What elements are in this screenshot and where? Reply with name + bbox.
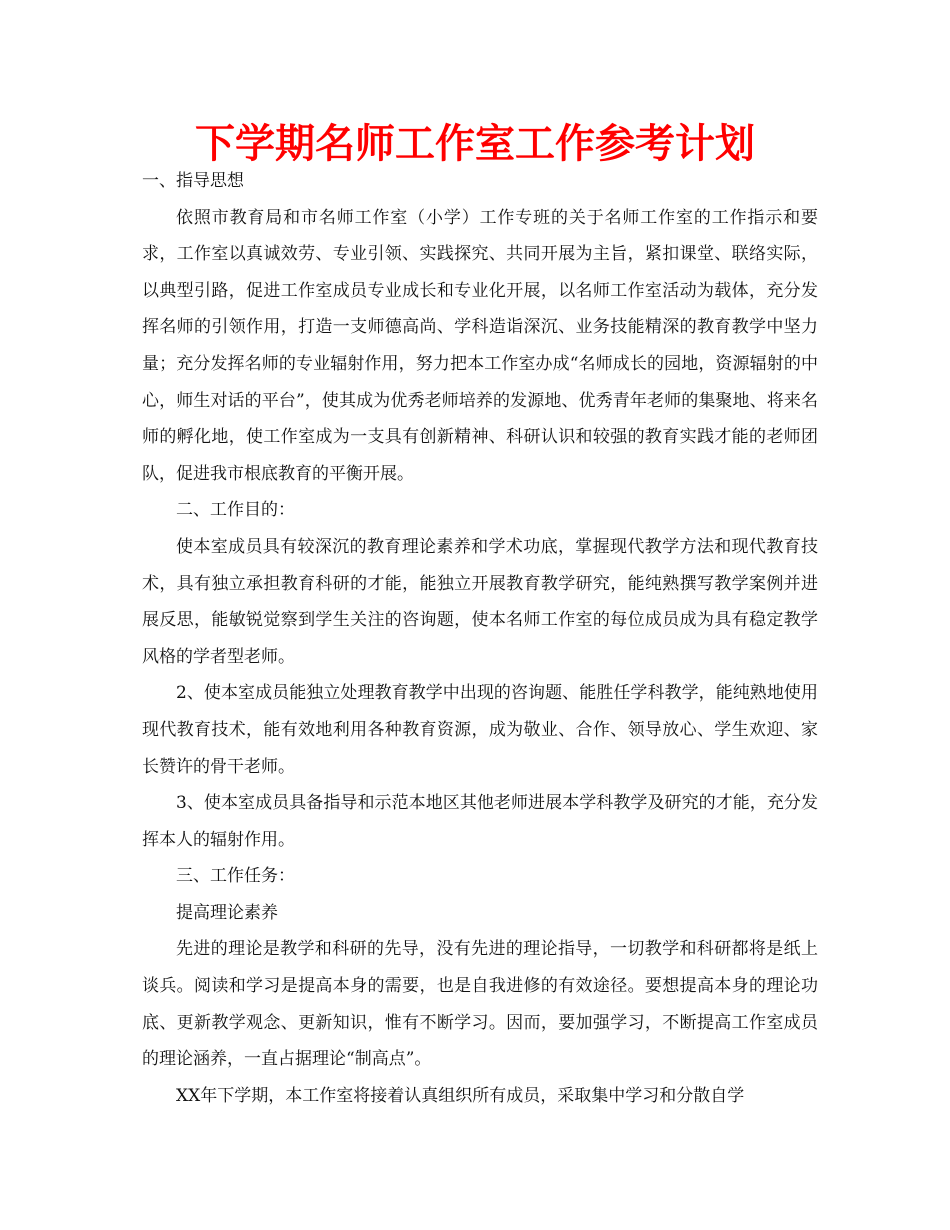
section-heading-work-goals: 二、工作目的： xyxy=(176,500,295,521)
paragraph-guiding-ideology: 依照市教育局和市名师工作室（小学）工作专班的关于名师工作室的工作指示和要求，工作室以真诚效劳、专业引领、实践探究、共同开展为主旨，紧扣课堂、联络实际，以典型引路，促进工作室成员专业成长和专业化开展，以名师工作室活动为载体，充分发挥名师的引领作用，打造一支师德高尚、学科造诣深沉、业务技能精深的教育教学中坚力量；充分发挥名师的专业辐射作用，努力把本工作室办成“名师成长的园地，资源辐射的中心，师生对话的平台”，使其成为优秀老师培养的发源地、优秀青年老师的集聚地、将来名师的孵化地，使工作室成为一支具有创新精神、科研认识和较强的教育实践才能的老师团队，促进我市根底教育的平衡开展。 xyxy=(142,207,818,484)
subheading-theory: 提高理论素养 xyxy=(176,902,278,923)
section-heading-work-tasks: 三、工作任务： xyxy=(176,866,295,887)
paragraph-goal-3: 3、使本室成员具备指导和示范本地区其他老师进展本学科教学及研究的才能，充分发挥本人的辐射作用。 xyxy=(142,793,818,850)
paragraph-semester-plan: XX年下学期，本工作室将接着认真组织所有成员，采取集中学习和分散自学 xyxy=(176,1085,745,1106)
paragraph-goal-1: 使本室成员具有较深沉的教育理论素养和学术功底，掌握现代教学方法和现代教育技术，具有独立承担教育科研的才能，能独立开展教育教学研究，能纯熟撰写教学案例并进展反思，能敏锐觉察到学生关注的咨询题，使本名师工作室的每位成员成为具有稳定教学风格的学者型老师。 xyxy=(142,536,818,667)
document-title: 下学期名师工作室工作参考计划 xyxy=(195,121,755,167)
section-heading-guiding-ideology: 一、指导思想 xyxy=(142,171,244,191)
document-body xyxy=(142,163,818,1114)
paragraph-goal-2: 2、使本室成员能独立处理教育教学中出现的咨询题、能胜任学科教学，能纯熟地使用现代教育技术，能有效地利用各种教育资源，成为敬业、合作、领导放心、学生欢迎、家长赞许的骨干老师。 xyxy=(142,683,818,777)
paragraph-theory: 先进的理论是教学和科研的先导，没有先进的理论指导，一切教学和科研都将是纸上谈兵。阅读和学习是提高本身的需要，也是自我进修的有效途径。要想提高本身的理论功底、更新教学观念、更新知识，惟有不断学习。因而，要加强学习，不断提高工作室成员的理论涵养，一直占据理论“制高点”。 xyxy=(142,939,818,1070)
